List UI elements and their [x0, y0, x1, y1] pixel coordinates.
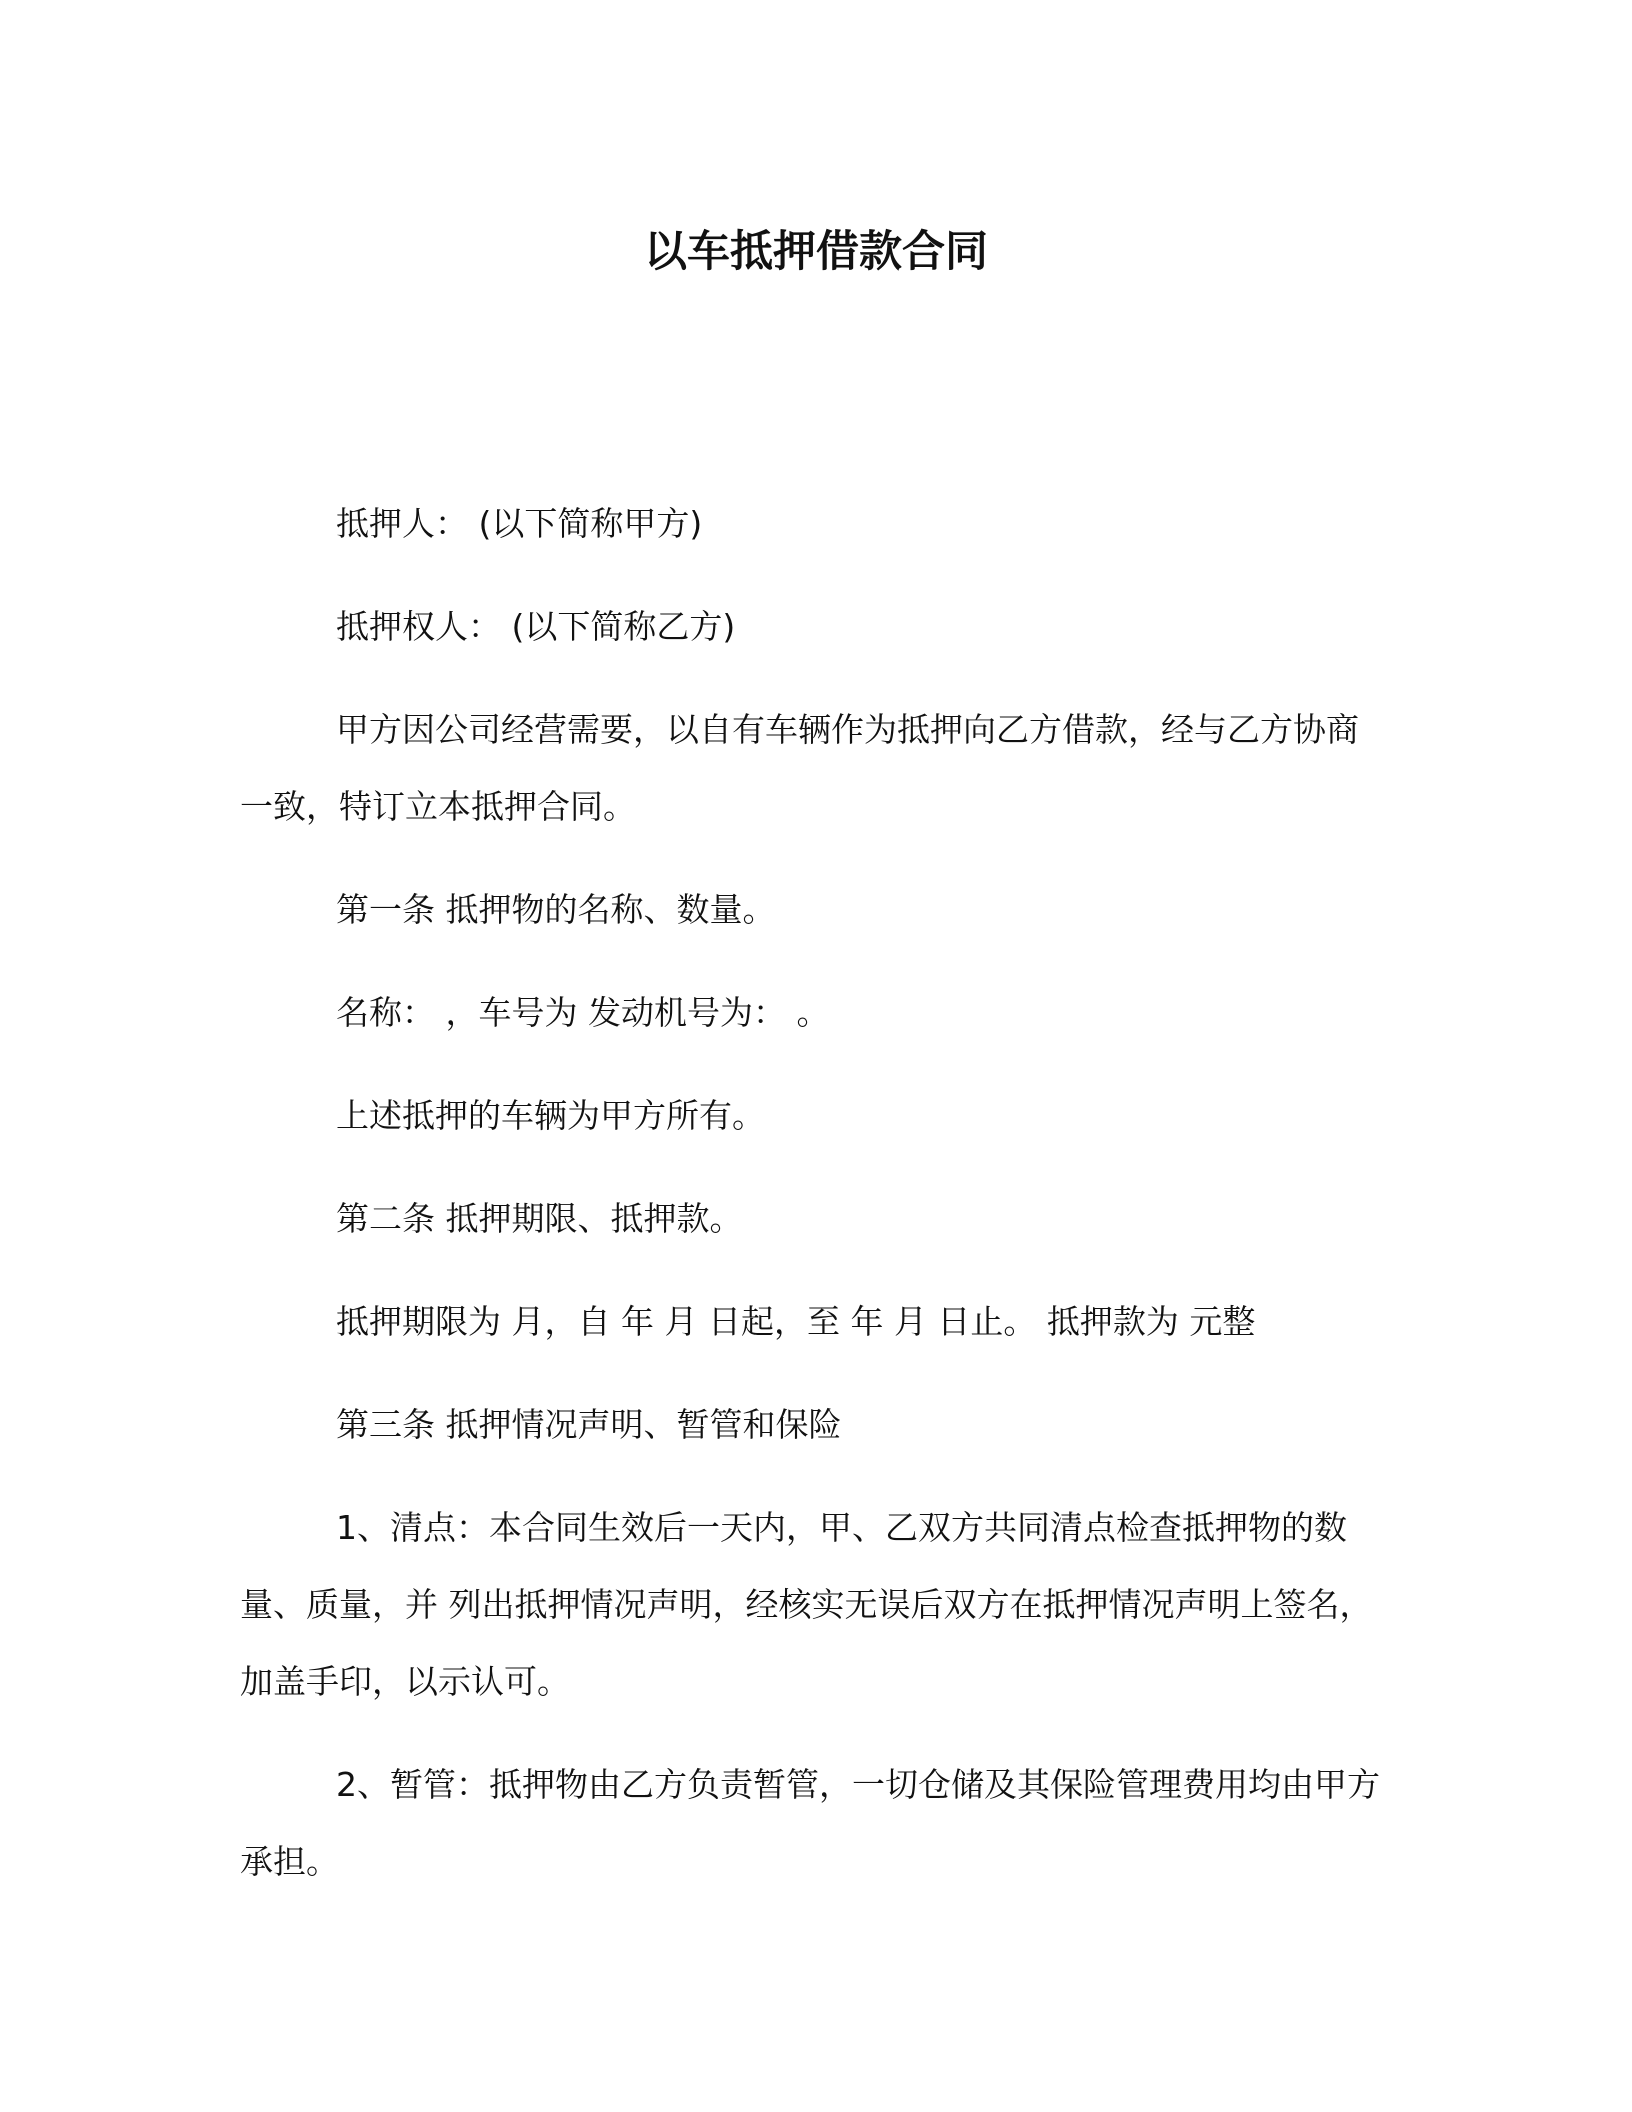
paragraph-article-3-heading: 第三条 抵押情况声明、暂管和保险	[336, 1405, 842, 1444]
document-title: 以车抵押借款合同	[644, 227, 988, 277]
paragraph-custody: 2、暂管：抵押物由乙方负责暂管，一切仓储及其保险管理费用均由甲方承担。	[240, 1765, 1380, 1881]
paragraph-vehicle-name: 名称： ，车号为 发动机号为： 。	[336, 993, 830, 1032]
paragraph-term-amount: 抵押期限为 月，自 年 月 日起，至 年 月 日止。 抵押款为 元整	[336, 1302, 1256, 1341]
paragraph-ownership: 上述抵押的车辆为甲方所有。	[336, 1096, 765, 1135]
paragraph-mortgagor: 抵押人： (以下简称甲方)	[336, 504, 703, 543]
document-body	[240, 485, 1380, 1900]
paragraph-preamble: 甲方因公司经营需要，以自有车辆作为抵押向乙方借款，经与乙方协商一致，特订立本抵押合同。	[240, 710, 1359, 826]
paragraph-inventory: 1、清点：本合同生效后一天内，甲、乙双方共同清点检查抵押物的数量、质量，并 列出抵押情况声明，经核实无误后双方在抵押情况声明上签名，加盖手印，以示认可。	[240, 1508, 1373, 1701]
paragraph-mortgagee: 抵押权人： (以下简称乙方)	[336, 607, 736, 646]
paragraph-article-1-heading: 第一条 抵押物的名称、数量。	[336, 890, 776, 929]
paragraph-article-2-heading: 第二条 抵押期限、抵押款。	[336, 1199, 743, 1238]
